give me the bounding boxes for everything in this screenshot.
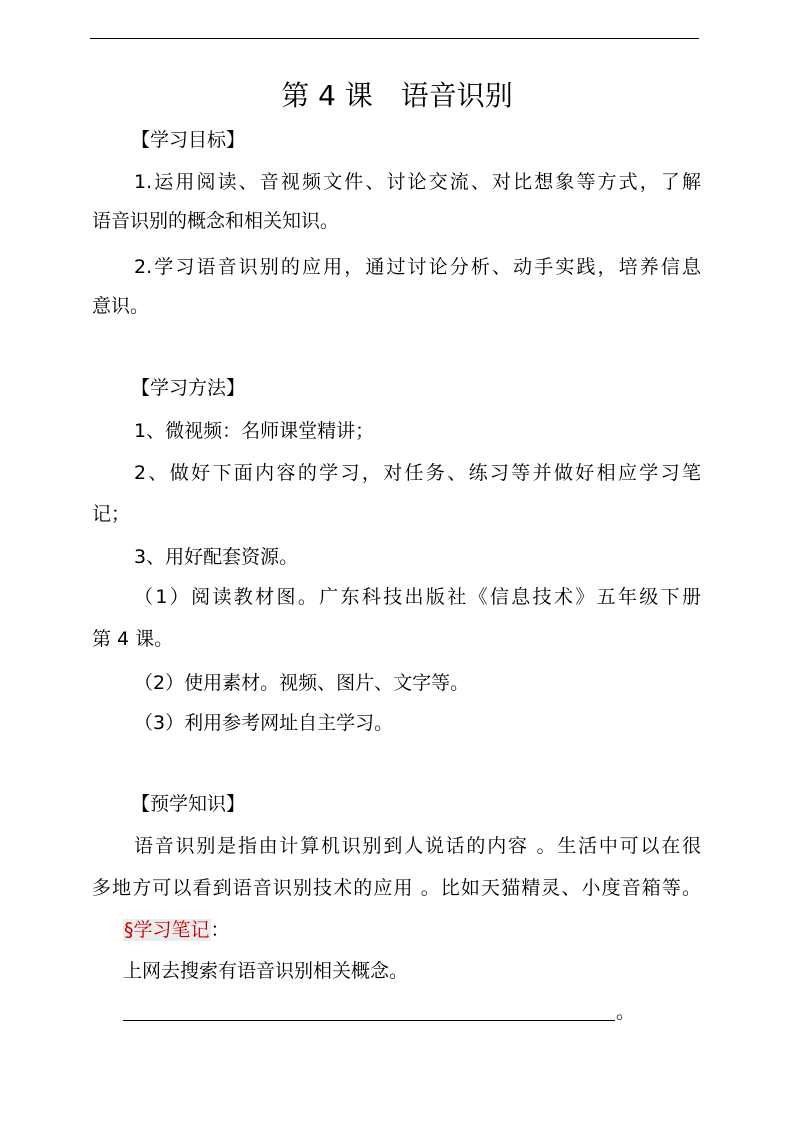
method-3-sub-1-line-2: 第 4 课。 xyxy=(92,628,174,650)
preview-paragraph-line-1: 语音识别是指由计算机识别到人说话的内容 。生活中可以在很 xyxy=(134,835,701,857)
methods-heading: 【学习方法】 xyxy=(131,377,246,399)
objective-1-line-1: 1.运用阅读、音视频文件、讨论交流、对比想象等方式，了解 xyxy=(134,171,701,193)
preview-paragraph-line-2: 多地方可以看到语音识别技术的应用 。比如天猫精灵、小度音箱等。 xyxy=(92,877,701,899)
search-task: 上网去搜索有语音识别相关概念。 xyxy=(123,960,409,982)
objective-2-line-1: 2.学习语音识别的应用，通过讨论分析、动手实践，培养信息 xyxy=(134,256,701,278)
objective-2-line-2: 意识。 xyxy=(92,295,150,317)
objectives-heading: 【学习目标】 xyxy=(131,129,246,151)
method-3-sub-3: （3）利用参考网址自主学习。 xyxy=(134,712,394,734)
preview-heading: 【预学知识】 xyxy=(131,793,246,815)
header-rule xyxy=(90,38,699,39)
answer-blank-line[interactable] xyxy=(123,1020,615,1021)
method-3: 3、用好配套资源。 xyxy=(134,546,299,568)
study-note-label: §学习笔记 xyxy=(124,919,210,941)
lesson-title: 第 4 课 语音识别 xyxy=(281,79,513,112)
objective-1-line-2: 语音识别的概念和相关知识。 xyxy=(92,210,340,232)
method-3-sub-1-line-1: （1）阅读教材图。广东科技出版社《信息技术》五年级下册 xyxy=(134,586,701,608)
answer-blank-end: 。 xyxy=(616,1001,636,1023)
method-2-line-1: 2、做好下面内容的学习，对任务、练习等并做好相应学习笔 xyxy=(134,462,701,484)
method-2-line-2: 记； xyxy=(92,503,131,525)
method-1: 1、微视频：名师课堂精讲； xyxy=(134,420,375,442)
study-note xyxy=(123,916,230,944)
study-note-colon: ： xyxy=(210,919,230,941)
method-3-sub-2: （2）使用素材。视频、图片、文字等。 xyxy=(134,672,470,694)
